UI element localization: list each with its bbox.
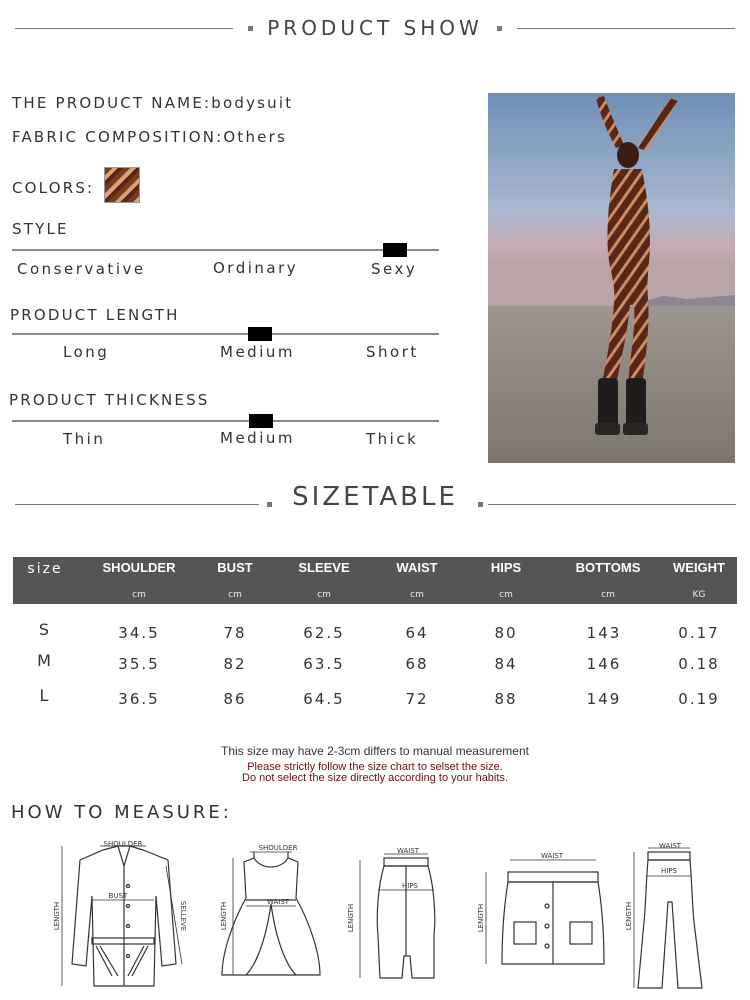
size-label-cell: S (38, 620, 52, 639)
fabric-row (12, 128, 287, 146)
product-name-label: THE PRODUCT NAME: (12, 94, 212, 112)
size-value-cell: 86 (223, 690, 247, 708)
label-hips: HIPS (402, 882, 418, 890)
size-value-cell: 62.5 (303, 624, 345, 642)
how-to-measure-title: HOW TO MEASURE: (11, 802, 232, 823)
label-length: LENGTH (347, 903, 355, 933)
size-value-cell: 35.5 (118, 655, 160, 673)
label-waist: WAIST (658, 842, 682, 850)
col-header-bottoms: BOTTOMS (575, 560, 641, 575)
measurement-note: This size may have 2-3cm differs to manual measurement (221, 744, 529, 758)
size-value-cell: 72 (405, 690, 429, 708)
label-shoulder: SHOULDER (103, 840, 143, 848)
col-header-waist: WAIST (396, 560, 438, 575)
col-header-size: size (27, 561, 63, 577)
color-swatch[interactable] (104, 167, 140, 203)
sizetable-dot-right (478, 502, 483, 507)
label-length: LENGTH (220, 901, 228, 931)
label-length: LENGTH (625, 901, 633, 931)
pants-measure-diagram (622, 842, 712, 992)
size-label-cell: M (37, 651, 53, 670)
length-option-long: Long (63, 343, 110, 361)
unit-bust: cm (228, 590, 242, 600)
label-hips: HIPS (661, 867, 677, 875)
style-option-conservative: Conservative (17, 260, 146, 278)
jacket-measure-diagram (48, 836, 198, 996)
label-waist: WAIST (396, 847, 420, 855)
size-chart-warning: Please strictly follow the size chart to selset the size. (247, 761, 503, 773)
length-title: PRODUCT LENGTH (10, 306, 180, 324)
size-value-cell: 63.5 (303, 655, 345, 673)
size-value-cell: 146 (586, 655, 622, 673)
length-option-medium: Medium (220, 343, 295, 361)
col-header-weight: WEIGHT (673, 560, 725, 575)
header-rule-right (517, 28, 735, 29)
size-value-cell: 143 (586, 624, 622, 642)
unit-weight: KG (692, 590, 706, 600)
label-length: LENGTH (53, 901, 61, 931)
unit-shoulder: cm (132, 590, 146, 600)
unit-bottoms: cm (601, 590, 615, 600)
product-name-row (12, 94, 293, 112)
col-header-hips: HIPS (490, 560, 522, 575)
fabric-value: Others (223, 128, 287, 146)
size-value-cell: 84 (494, 655, 518, 673)
length-scale-line (12, 333, 439, 335)
product-show-title: PRODUCT SHOW (267, 16, 483, 40)
thickness-option-thick: Thick (366, 430, 419, 448)
length-option-short: Short (366, 343, 419, 361)
style-option-sexy: Sexy (371, 260, 418, 278)
style-selected-marker (383, 243, 407, 257)
label-selleve: SELLEVE (179, 900, 187, 932)
product-show-header (0, 8, 750, 48)
sizetable-title: SIZETABLE (292, 482, 458, 512)
size-value-cell: 80 (494, 624, 518, 642)
style-title: STYLE (12, 220, 69, 238)
product-photo (488, 93, 735, 463)
habit-warning: Do not select the size directly according to your habits. (242, 772, 508, 784)
col-header-bust: BUST (217, 560, 253, 575)
dress-measure-diagram (216, 840, 326, 985)
thickness-selected-marker (249, 414, 273, 428)
size-value-cell: 36.5 (118, 690, 160, 708)
thickness-option-medium: Medium (220, 429, 295, 447)
thickness-title: PRODUCT THICKNESS (9, 391, 210, 409)
unit-waist: cm (410, 590, 424, 600)
size-value-cell: 0.18 (678, 655, 720, 673)
sizetable-header (0, 478, 750, 518)
sizetable-rule-right (488, 504, 736, 505)
thickness-option-thin: Thin (63, 430, 106, 448)
size-value-cell: 64 (405, 624, 429, 642)
col-header-sleeve: SLEEVE (298, 560, 350, 575)
label-waist: WAIST (266, 898, 290, 906)
denim-skirt-measure-diagram (474, 846, 614, 976)
col-header-shoulder: SHOULDER (102, 560, 176, 575)
style-option-ordinary: Ordinary (213, 259, 299, 277)
style-scale-line (12, 249, 439, 251)
length-selected-marker (248, 327, 272, 341)
size-value-cell: 0.19 (678, 690, 720, 708)
header-dot-right (497, 26, 502, 31)
product-name-value: bodysuit (211, 94, 294, 112)
colors-label: COLORS: (12, 179, 95, 197)
size-value-cell: 0.17 (678, 624, 720, 642)
size-value-cell: 64.5 (303, 690, 345, 708)
thickness-scale-line (12, 420, 439, 422)
size-value-cell: 82 (223, 655, 247, 673)
size-value-cell: 68 (405, 655, 429, 673)
size-label-cell: L (39, 686, 51, 705)
size-value-cell: 149 (586, 690, 622, 708)
label-bust: BUST (108, 892, 128, 900)
skirt-measure-diagram (342, 846, 452, 986)
fabric-label: FABRIC COMPOSITION: (12, 128, 224, 146)
label-waist: WAIST (540, 852, 564, 860)
label-length: LENGTH (477, 903, 485, 933)
size-value-cell: 78 (223, 624, 247, 642)
unit-hips: cm (499, 590, 513, 600)
size-value-cell: 34.5 (118, 624, 160, 642)
size-value-cell: 88 (494, 690, 518, 708)
unit-sleeve: cm (317, 590, 331, 600)
label-shoulder: SHOULDER (258, 844, 298, 852)
